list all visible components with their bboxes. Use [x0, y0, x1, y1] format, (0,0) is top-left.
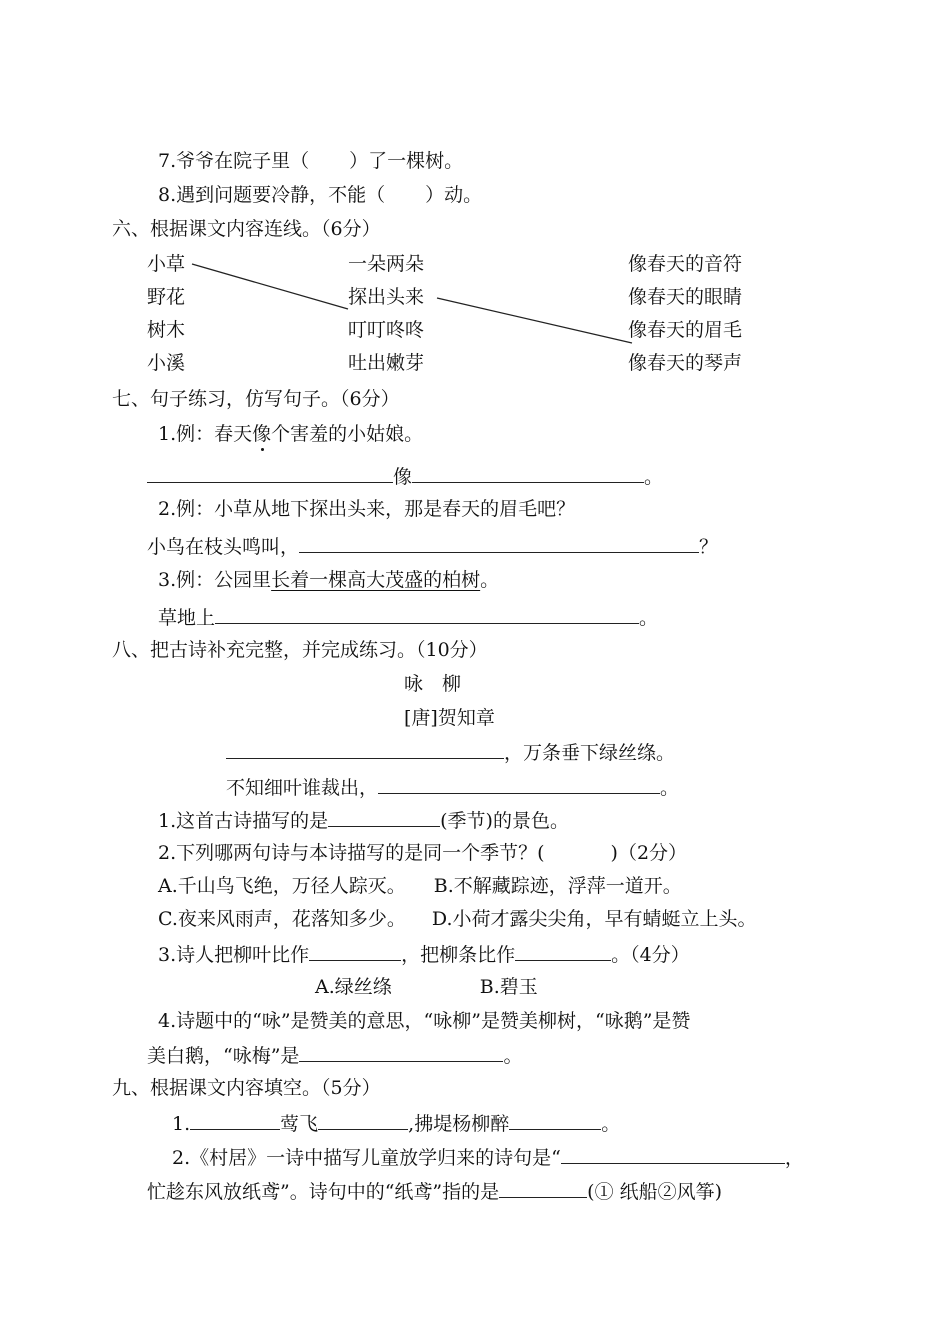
section-6-heading: 六、根据课文内容连线。（6分）	[112, 218, 381, 240]
option-d[interactable]: D.小荷才露尖尖角，早有蜻蜓立上头。	[431, 908, 757, 930]
s8-q3-blank-2[interactable]	[515, 940, 611, 961]
match-right-3[interactable]: 像春天的眉毛	[628, 319, 743, 341]
match-mid-4[interactable]: 吐出嫩芽	[348, 352, 425, 374]
q3-option-a[interactable]: A.绿丝绦	[315, 976, 392, 998]
poem-line-1	[226, 738, 675, 766]
option-a[interactable]: A.千山鸟飞绝，万径人踪灭。	[158, 875, 406, 897]
ex3-example	[158, 567, 499, 593]
match-left-3[interactable]: 树木	[147, 319, 186, 341]
match-right-1[interactable]: 像春天的音符	[628, 253, 743, 275]
s9-q1-blank-3[interactable]	[509, 1109, 601, 1130]
s8-q3-options	[315, 974, 538, 1000]
s9-q1-pre: 1.	[172, 1113, 191, 1135]
s8-q1-pre: 1.这首古诗描写的是	[158, 810, 329, 832]
s8-q2-pre: 2.下列哪两句诗与本诗描写的是同一个季节？(	[158, 842, 545, 864]
s9-q2-line-1-end: ，	[784, 1147, 804, 1169]
ex1-fill	[147, 462, 663, 490]
poem-line-2	[226, 773, 679, 801]
s8-q1-post: (季节)的景色。	[440, 810, 569, 832]
s9-q2-line-2-pre: 忙趁东风放纸鸢”。诗句中的“纸鸢”指的是	[147, 1181, 500, 1203]
ex3-fill	[158, 603, 658, 631]
match-right-2[interactable]: 像春天的眼睛	[628, 286, 743, 308]
ex1-label: 1.例：春天	[158, 423, 253, 445]
s9-q1-blank-2[interactable]	[318, 1109, 408, 1130]
ex1-example	[158, 421, 423, 447]
ex1-fill-mid: 像	[393, 466, 413, 488]
s8-q4-line-2-end: 。	[503, 1045, 523, 1067]
match-line-1	[192, 264, 348, 309]
option-c[interactable]: C.夜来风雨声，花落知多少。	[158, 908, 406, 930]
match-mid-2[interactable]: 探出头来	[348, 286, 425, 308]
ex1-dotted-char: 像	[252, 423, 272, 445]
s8-q3-post: 。（4分）	[611, 944, 690, 966]
s9-q2-line-1-pre: 2.《村居》一诗中描写儿童放学归来的诗句是“	[172, 1147, 561, 1169]
s8-q2-post: )（2分）	[610, 842, 688, 864]
q5-item-7-text-end: ）了一棵树。	[349, 150, 464, 172]
ex3-label-end: 。	[480, 569, 500, 591]
section-7-heading: 七、句子练习，仿写句子。（6分）	[112, 388, 400, 410]
poem-line-2-blank[interactable]	[378, 773, 660, 794]
q5-item-7-text: 7.爷爷在院子里（	[158, 150, 310, 172]
s9-q2-line-2	[147, 1177, 722, 1205]
ex2-example: 2.例：小草从地下探出头来，那是春天的眉毛吧？	[158, 498, 576, 520]
s8-q3-blank-1[interactable]	[309, 940, 401, 961]
s8-q3-mid: ，把柳条比作	[401, 944, 516, 966]
ex3-label-pre: 3.例：公园里	[158, 569, 272, 591]
poem-line-2-pre: 不知细叶谁裁出，	[226, 777, 379, 799]
s9-q1	[172, 1109, 620, 1137]
s9-q2-line-1	[172, 1143, 804, 1171]
s8-options-cd	[158, 906, 757, 932]
ex2-blank[interactable]	[299, 532, 699, 553]
ex3-blank[interactable]	[215, 603, 639, 624]
s8-q3-pre: 3.诗人把柳叶比作	[158, 944, 310, 966]
match-left-1[interactable]: 小草	[147, 253, 186, 275]
match-right-4[interactable]: 像春天的琴声	[628, 352, 743, 374]
q5-item-8-text-end: ）动。	[425, 184, 483, 206]
s8-q4-blank[interactable]	[299, 1041, 503, 1062]
ex2-fill	[147, 532, 718, 560]
s8-q2	[158, 840, 687, 866]
ex3-fill-pre: 草地上	[158, 607, 216, 629]
s9-q2-blank-2[interactable]	[499, 1177, 587, 1198]
ex3-fill-end: 。	[639, 607, 659, 629]
poem-line-1-end: ，万条垂下绿丝绦。	[504, 742, 676, 764]
s8-q1-blank[interactable]	[328, 806, 440, 827]
poem-line-2-end: 。	[660, 777, 680, 799]
s9-q2-line-2-end: (① 纸船②风筝)	[587, 1181, 723, 1203]
match-mid-1[interactable]: 一朵两朵	[348, 253, 425, 275]
ex1-blank-1[interactable]	[147, 462, 393, 483]
ex2-fill-end: ？	[699, 536, 719, 558]
ex1-fill-end: 。	[644, 466, 664, 488]
match-mid-3[interactable]: 叮叮咚咚	[348, 319, 425, 341]
poem-title: 咏 柳	[404, 673, 462, 695]
q3-option-b[interactable]: B.碧玉	[479, 976, 538, 998]
ex3-underlined-phrase: 长着一棵高大茂盛的柏树	[271, 569, 481, 591]
ex1-rest: 个害羞的小姑娘。	[271, 423, 424, 445]
s9-q1-blank-1[interactable]	[190, 1109, 280, 1130]
ex1-blank-2[interactable]	[412, 462, 644, 483]
option-b[interactable]: B.不解藏踪迹，浮萍一道开。	[433, 875, 682, 897]
ex2-fill-pre: 小鸟在枝头鸣叫，	[147, 536, 300, 558]
match-left-2[interactable]: 野花	[147, 286, 186, 308]
q5-item-8-text: 8.遇到问题要冷静，不能（	[158, 184, 386, 206]
poem-author: [唐]贺知章	[404, 707, 495, 729]
section-8-heading: 八、把古诗补充完整，并完成练习。（10分）	[112, 639, 488, 661]
s9-q1-end: 。	[601, 1113, 621, 1135]
poem-line-1-blank[interactable]	[226, 738, 504, 759]
s9-q1-b: ,拂堤杨柳醉	[408, 1113, 510, 1135]
s9-q2-blank-1[interactable]	[561, 1143, 785, 1164]
match-left-4[interactable]: 小溪	[147, 352, 186, 374]
s9-q1-a: 莺飞	[280, 1113, 319, 1135]
s8-options-ab	[158, 873, 682, 899]
s8-q4-line-2	[147, 1041, 522, 1069]
s8-q4-line-2-pre: 美白鹅，“咏梅”是	[147, 1045, 300, 1067]
s8-q1	[158, 806, 569, 834]
match-line-2	[437, 298, 632, 343]
s8-q4-line-1: 4.诗题中的“咏”是赞美的意思，“咏柳”是赞美柳树，“咏鹅”是赞	[158, 1010, 691, 1032]
section-9-heading: 九、根据课文内容填空。（5分）	[112, 1077, 381, 1099]
s8-q3	[158, 940, 690, 968]
